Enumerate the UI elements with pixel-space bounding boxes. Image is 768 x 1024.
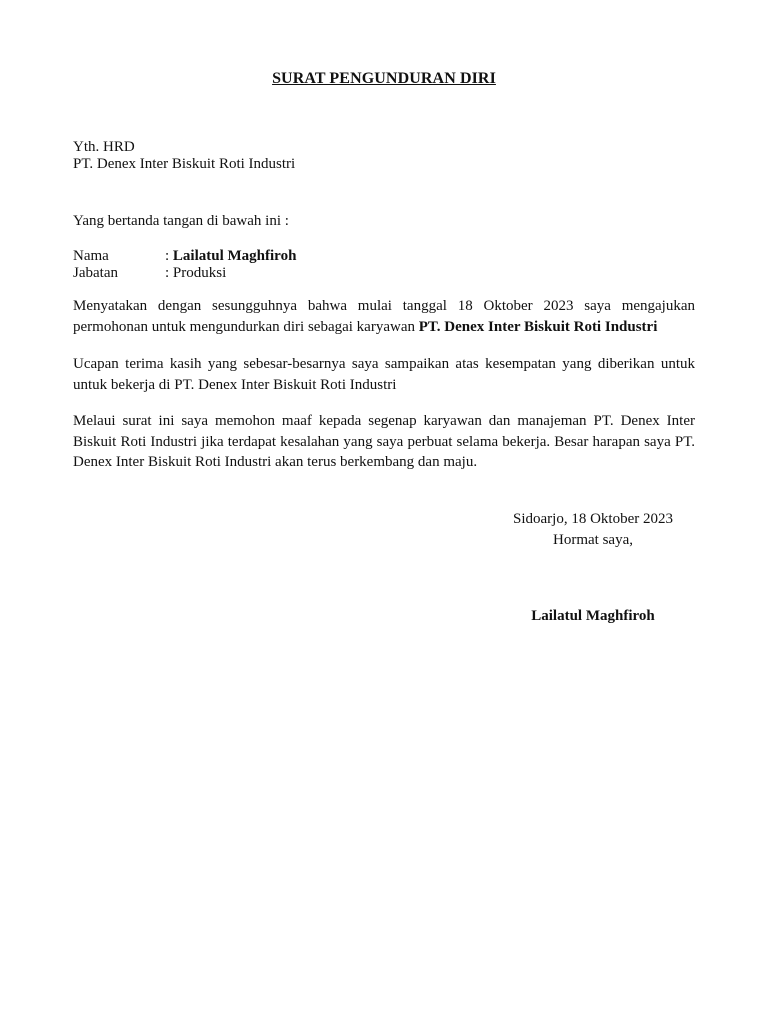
paragraph-1 [73, 296, 695, 337]
position-separator: : [165, 265, 173, 281]
name-row [73, 247, 296, 265]
position-label: Jabatan [73, 265, 118, 281]
place-date: Sidoarjo, 18 Oktober 2023 [513, 511, 673, 527]
intro-text: Yang bertanda tangan di bawah ini : [73, 213, 289, 229]
paragraph-2: Ucapan terima kasih yang sebesar-besarnya saya sampaikan atas kesempatan yang diberikan untuk untuk bekerja di PT. Denex Inter Biskuit Roti Industri [73, 356, 695, 393]
position-row [73, 264, 226, 282]
position-value: Produksi [172, 265, 227, 281]
name-separator: : [165, 248, 173, 264]
paragraph-1-company: PT. Denex Inter Biskuit Roti Industri [418, 318, 658, 335]
recipient-line-1: Yth. HRD [73, 139, 135, 155]
name-value: Lailatul Maghfiroh [172, 248, 297, 264]
closing-salutation: Hormat saya, [553, 532, 633, 548]
name-label: Nama [73, 248, 109, 264]
letter-title: SURAT PENGUNDURAN DIRI [272, 70, 496, 87]
recipient-line-2: PT. Denex Inter Biskuit Roti Industri [73, 156, 296, 172]
paragraph-1-text: Menyatakan dengan sesungguhnya bahwa mulai tanggal 18 Oktober 2023 saya mengajukan permohonan untuk mengundurkan diri sebagai karyawan [73, 298, 695, 335]
signatory-name: Lailatul Maghfiroh [531, 608, 655, 624]
paragraph-3: Melaui surat ini saya memohon maaf kepada segenap karyawan dan manajeman PT. Denex Inter Biskuit Roti Industri jika terdapat kesalahan yang saya perbuat selama bekerja. Besar harapan saya PT. Denex Inter Biskuit Roti Industri akan terus berkembang dan maju. [73, 413, 695, 470]
